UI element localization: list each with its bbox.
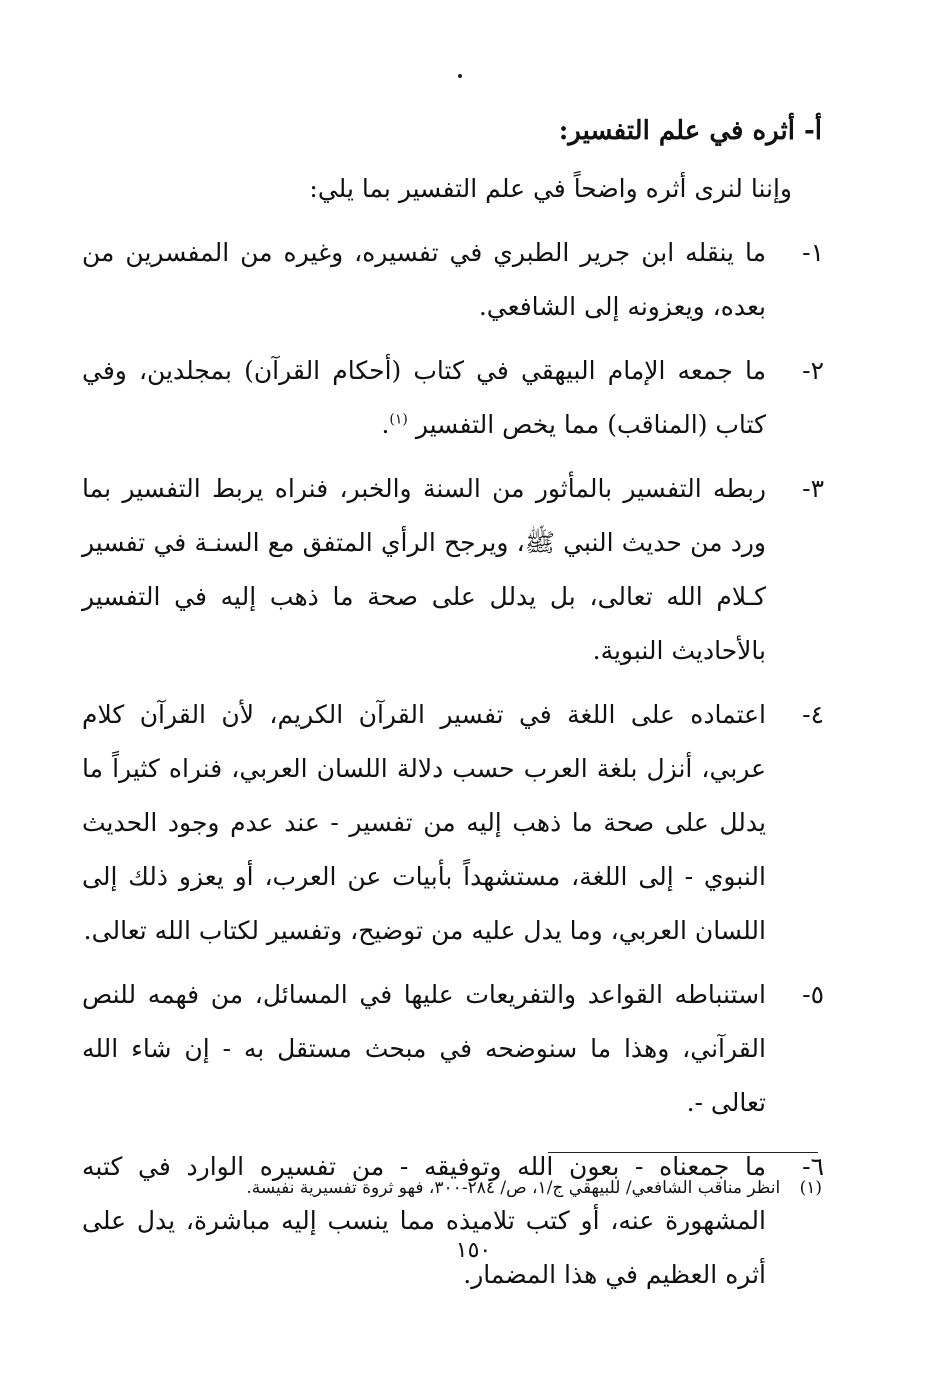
list-item-text: ما جمعناه - بعون الله وتوفيقه - من تفسيره الوارد في كتبه المشهورة عنه، أو كتب تلاميذه مما ينسب إليه مباشرة، يدل على أثره العظيم في هذا المضمار. <box>82 1152 766 1289</box>
list-item <box>82 226 824 334</box>
intro-sentence: وإننا لنرى أثره واضحاً في علم التفسير بما يلي: <box>309 174 792 203</box>
top-dot-mark <box>458 74 462 78</box>
footnote <box>82 1174 822 1202</box>
section-heading: أ- أثره في علم التفسير: <box>558 116 822 146</box>
footnote-divider <box>548 1152 818 1153</box>
page-number: ١٥٠ <box>455 1238 492 1263</box>
list-item-text: ما جمعه الإمام البيهقي في كتاب (أحكام القرآن) بمجلدين، وفي كتاب (المناقب) مما يخص التفسير <box>82 356 766 439</box>
list-item <box>82 1140 824 1302</box>
list-item-text: استنباطه القواعد والتفريعات عليها في المسائل، من فهمه للنص القرآني، وهذا ما سنوضحه في مبحث مستقل به - إن شاء الله تعالى -. <box>82 980 766 1117</box>
list-item <box>82 462 824 678</box>
list-item-number: ٦- <box>802 1152 824 1181</box>
list-item-number: ٤- <box>802 700 824 729</box>
list-item-text-end: . <box>381 410 390 439</box>
footnote-marker: (١) <box>799 1178 822 1198</box>
list-item-number: ٣- <box>802 474 824 503</box>
list-item-number: ٢- <box>802 356 824 385</box>
list-item-number: ٥- <box>802 980 824 1009</box>
list-item <box>82 344 824 452</box>
list-item <box>82 968 824 1130</box>
list-item-text: ربطه التفسير بالمأثور من السنة والخبر، فنراه يربط التفسير بما ورد من حديث النبي ﷺ، ويرجح الرأي المتفق مع السنـة في تفسير كـلام الله تعالى، بل يدلل على صحة ما ذهب إليه في التفسير بالأحاديث النبوية. <box>82 474 766 665</box>
list-item <box>82 688 824 958</box>
footnote-reference[interactable]: (١) <box>389 411 408 428</box>
list-item-number: ١- <box>802 238 824 267</box>
main-text <box>82 104 824 1302</box>
list-item-text: اعتماده على اللغة في تفسير القرآن الكريم، لأن القرآن كلام عربي، أنزل بلغة العرب حسب دلالة اللسان العربي، فنراه كثيراً ما يدلل على صحة ما ذهب إليه من تفسير - عند عدم وجود الحديث النبوي - إلى اللغة، مستشهداً بأبيات عن العرب، أو يعزو ذلك إلى اللسان العربي، وما يدل عليه من توضيح، وتفسير لكتاب الله تعالى. <box>82 700 766 945</box>
list-item-text: ما ينقله ابن جرير الطبري في تفسيره، وغيره من المفسرين من بعده، ويعزونه إلى الشافعي. <box>82 238 766 321</box>
footnote-text: انظر مناقب الشافعي/ للبيهقي ج/١، ص/ ٢٨٤-٣٠٠، فهو ثروة تفسيرية نفيسة. <box>246 1178 781 1198</box>
